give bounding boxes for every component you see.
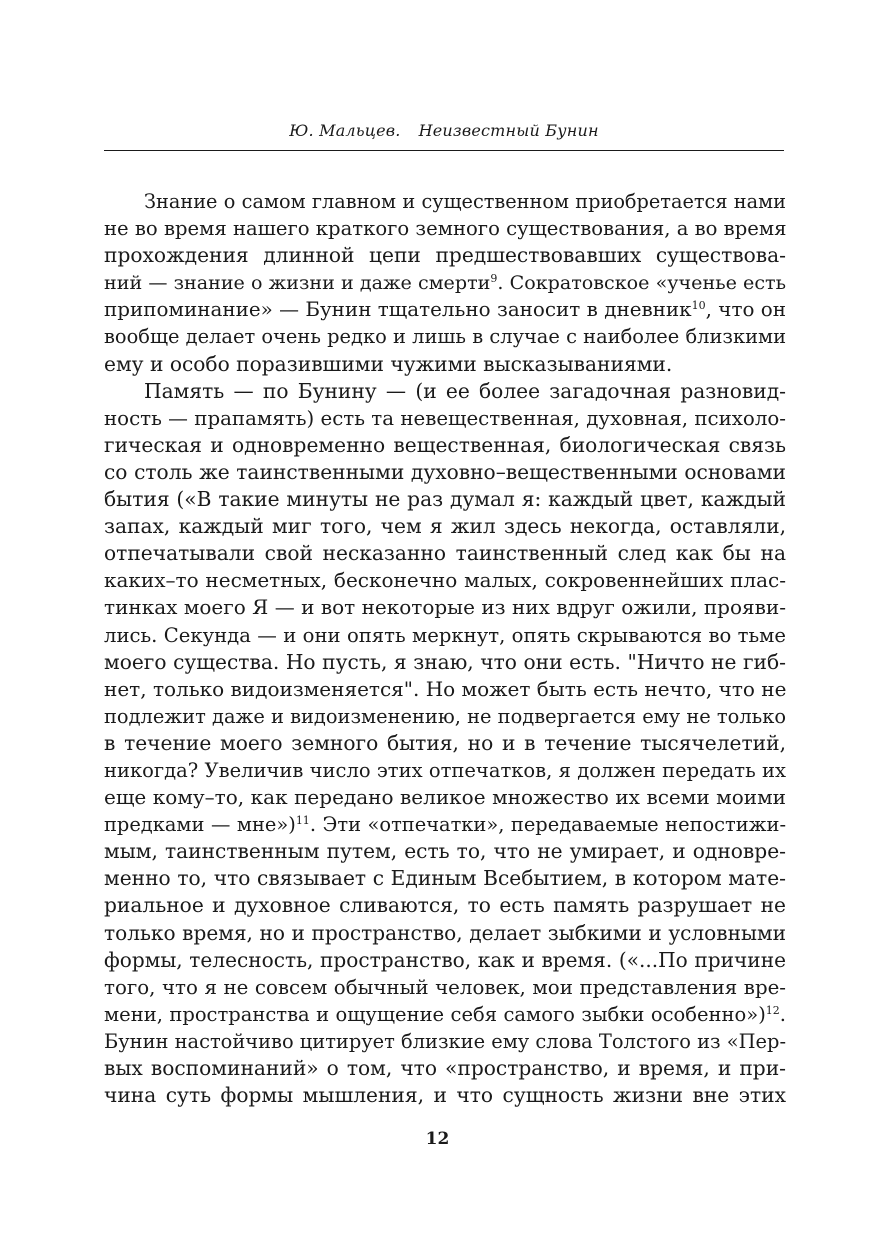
text-line: запах, каждый миг того, чем я жил здесь некогда, оставляли, [104, 514, 786, 539]
text-line: вых воспоминаний» о том, что «пространство, и время, и при- [104, 1056, 786, 1080]
text-line: не во время нашего краткого земного существования, а во время [104, 217, 787, 241]
text-line: подлежит даже и видоизменению, не подвергается ему не только [104, 704, 786, 728]
text-line: никогда? Увеличив число этих отпечатков, я должен передать их [104, 758, 786, 782]
text-line: еще кому–то, как передано великое множество их всеми моими [104, 785, 786, 810]
text-line: только время, но и пространство, делает зыбкими и условными [104, 920, 786, 945]
text-line: тинках моего Я — и вот некоторые из них вдруг ожили, прояви- [104, 595, 786, 620]
header-author: Ю. Мальцев. [289, 121, 401, 140]
text-line: мени, пространства и ощущение себя самого зыбки особенно»)$^{12}$. [104, 1002, 786, 1026]
text-line: лись. Секунда — и они опять меркнут, опять скрываются во тьме [104, 623, 786, 647]
text-line: чина суть формы мышления, и что сущность жизни вне этих [104, 1083, 786, 1108]
text-line: каких–то несметных, бесконечно малых, сокровеннейших плас- [104, 568, 786, 593]
header-book-title: Неизвестный Бунин [418, 121, 599, 140]
text-line: бытия («В такие минуты не раз думал я: каждый цвет, каждый [104, 487, 786, 512]
text-line: со столь же таинственными духовно–вещественными основами [104, 459, 786, 484]
footnote-ref: 10 [691, 299, 706, 313]
text-line: в течение моего земного бытия, но и в течение тысячелетий, [104, 730, 786, 755]
text-line: ему и особо поразившими чужими высказываниями. [104, 351, 673, 376]
text-line: Знание о самом главном и существенном приобретается нами [144, 190, 786, 213]
text-line: моего существа. Но пусть, я знаю, что они есть. "Ничто не гиб- [104, 649, 786, 674]
text-line: того, что я не совсем обычный человек, мои представления вре- [104, 975, 786, 999]
text-line: нет, только видоизменяется". Но может быть есть нечто, что не [104, 676, 787, 701]
text-line: предками — мне»)$^{11}$. Эти «отпечатки», передаваемые непостижи- [104, 813, 786, 837]
running-header [104, 121, 784, 141]
page-number: 12 [425, 1129, 450, 1149]
body-text [104, 188, 786, 1109]
text-line: гическая и одновременно вещественная, биологическая связь [104, 432, 786, 457]
text-line: ность — прапамять) есть та невещественная, духовная, психоло- [104, 406, 786, 430]
text-line: Бунин настойчиво цитирует близкие ему слова Толстого из «Пер- [104, 1029, 786, 1053]
text-line: отпечатывали свой несказанно таинственный след как бы на [104, 541, 786, 566]
text-line: ний — знание о жизни и даже смерти$^9$. Сократовское «ученье есть [104, 271, 786, 295]
text-line: вообще делает очень редко и лишь в случае с наиболее близкими [104, 325, 786, 349]
footnote-ref: 11 [295, 814, 310, 828]
text-line: риальное и духовное сливаются, то есть память разрушает не [104, 893, 786, 918]
text-line: формы, телесность, пространство, как и время. («...По причине [104, 947, 786, 972]
footnote-ref: 12 [765, 1003, 780, 1017]
footnote-ref: 9 [490, 272, 498, 286]
text-line: мым, таинственным путем, есть то, что не умирает, и одновре- [104, 839, 786, 864]
header-rule [104, 150, 784, 151]
text-line: припоминание» — Бунин тщательно заносит в дневник$^{10}$, что он [104, 298, 786, 322]
text-line: прохождения длинной цепи предшествовавших существова- [104, 243, 786, 268]
text-line: Память — по Бунину — (и ее более загадочная разновид- [144, 378, 786, 403]
text-line: менно то, что связывает с Единым Всебытием, в котором мате- [104, 866, 786, 891]
